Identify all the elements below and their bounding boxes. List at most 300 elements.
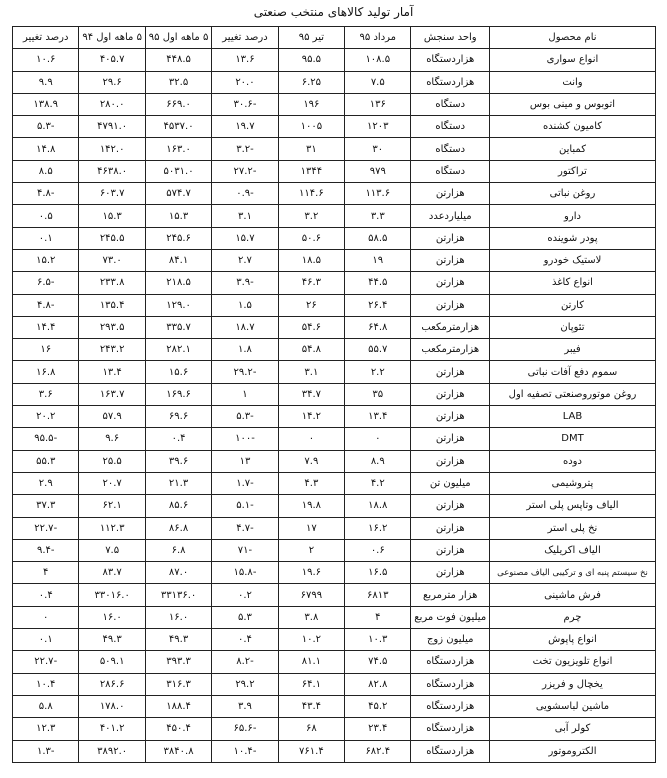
change-five-month: ۵۵.۳ — [13, 450, 79, 472]
five-month-94: ۴۷۹۱.۰ — [79, 116, 145, 138]
product-name: انواع تلویزیون تخت — [489, 651, 655, 673]
mordad-95: ۳۰ — [345, 138, 411, 160]
unit: هزارتن — [411, 249, 489, 271]
change-month: -۲۹.۲ — [212, 361, 278, 383]
change-five-month: ۳.۶ — [13, 383, 79, 405]
product-name: انواع پاپوش — [489, 629, 655, 651]
change-five-month: -۵.۳ — [13, 116, 79, 138]
header-change-5m: درصد تغییر — [13, 27, 79, 49]
five-month-94: ۱۷۸.۰ — [79, 695, 145, 717]
product-name: انواع کاغذ — [489, 272, 655, 294]
change-month: ۲.۷ — [212, 249, 278, 271]
product-name: نخ سیستم پنبه ای و ترکیبی الیاف مصنوعی — [489, 562, 655, 584]
mordad-95: ۱۳۶ — [345, 93, 411, 115]
five-month-95: ۲۱۸.۵ — [145, 272, 211, 294]
five-month-94: ۲۹.۶ — [79, 71, 145, 93]
unit: هزارتن — [411, 294, 489, 316]
table-row — [13, 718, 656, 740]
five-month-94: ۴۹.۳ — [79, 629, 145, 651]
five-month-95: ۶.۸ — [145, 539, 211, 561]
unit: دستگاه — [411, 138, 489, 160]
change-month: -۱۰۰ — [212, 428, 278, 450]
five-month-95: ۵۷۴.۷ — [145, 183, 211, 205]
five-month-95: ۴۵۳۷.۰ — [145, 116, 211, 138]
mordad-95: ۸.۹ — [345, 450, 411, 472]
change-month: -۵.۳ — [212, 406, 278, 428]
tir-95: ۱۴.۲ — [278, 406, 344, 428]
change-month: ۱۵.۷ — [212, 227, 278, 249]
change-month: -۸.۲ — [212, 651, 278, 673]
five-month-94: ۱۴۲.۰ — [79, 138, 145, 160]
mordad-95: ۱۸.۸ — [345, 495, 411, 517]
five-month-95: ۲۴۵.۶ — [145, 227, 211, 249]
five-month-94: ۹.۶ — [79, 428, 145, 450]
product-name: نخ پلی استر — [489, 517, 655, 539]
change-five-month: ۳۷.۳ — [13, 495, 79, 517]
product-name: دوده — [489, 450, 655, 472]
five-month-95: ۴۵۰.۴ — [145, 718, 211, 740]
five-month-94: ۲۹۳.۵ — [79, 316, 145, 338]
change-five-month: ۱۳۸.۹ — [13, 93, 79, 115]
mordad-95: ۶۴.۸ — [345, 316, 411, 338]
five-month-94: ۱۶.۰ — [79, 606, 145, 628]
five-month-95: ۳۸۴۰.۸ — [145, 740, 211, 762]
five-month-94: ۷۳.۰ — [79, 249, 145, 271]
table-body — [13, 49, 656, 763]
table-row — [13, 472, 656, 494]
unit: هزارتن — [411, 562, 489, 584]
mordad-95: ۳.۳ — [345, 205, 411, 227]
five-month-94: ۱۶۳.۷ — [79, 383, 145, 405]
unit: هزاردستگاه — [411, 673, 489, 695]
table-row — [13, 205, 656, 227]
five-month-94: ۳۳۰۱۶.۰ — [79, 584, 145, 606]
change-month: -۳.۲ — [212, 138, 278, 160]
table-row — [13, 160, 656, 182]
tir-95: ۹۵.۵ — [278, 49, 344, 71]
five-month-95: ۱۸۸.۴ — [145, 695, 211, 717]
header-tir-95: تیر ۹۵ — [278, 27, 344, 49]
table-row — [13, 562, 656, 584]
table-row — [13, 539, 656, 561]
table-row — [13, 116, 656, 138]
tir-95: ۴.۳ — [278, 472, 344, 494]
five-month-94: ۵۷.۹ — [79, 406, 145, 428]
tir-95: ۵۰.۶ — [278, 227, 344, 249]
table-title: آمار تولید کالاهای منتخب صنعتی — [253, 5, 414, 19]
header-product: نام محصول — [489, 27, 655, 49]
mordad-95: ۹۷۹ — [345, 160, 411, 182]
table-row — [13, 383, 656, 405]
table-row — [13, 629, 656, 651]
tir-95: ۳.۱ — [278, 361, 344, 383]
five-month-95: ۱۶.۰ — [145, 606, 211, 628]
five-month-94: ۲۴۳.۲ — [79, 339, 145, 361]
five-month-94: ۲۴۵.۵ — [79, 227, 145, 249]
change-month: ۱۳.۶ — [212, 49, 278, 71]
unit: هزار مترمربع — [411, 584, 489, 606]
five-month-95: ۱۵.۳ — [145, 205, 211, 227]
tir-95: ۶۷۹۹ — [278, 584, 344, 606]
unit: هزارتن — [411, 495, 489, 517]
five-month-95: ۶۶۹.۰ — [145, 93, 211, 115]
tir-95: ۱۰۰۵ — [278, 116, 344, 138]
change-five-month: ۱۰.۴ — [13, 673, 79, 695]
unit: هزارمترمکعب — [411, 316, 489, 338]
five-month-94: ۴۰۱.۲ — [79, 718, 145, 740]
five-month-94: ۴۰۵.۷ — [79, 49, 145, 71]
change-month: ۰.۴ — [212, 629, 278, 651]
five-month-95: ۲۸۲.۱ — [145, 339, 211, 361]
five-month-95: ۱۶۹.۶ — [145, 383, 211, 405]
product-name: فیبر — [489, 339, 655, 361]
mordad-95: ۴ — [345, 606, 411, 628]
five-month-95: ۳۳۱۳۶.۰ — [145, 584, 211, 606]
mordad-95: ۴۴.۵ — [345, 272, 411, 294]
tir-95: ۶۴.۱ — [278, 673, 344, 695]
product-name: روغن نباتی — [489, 183, 655, 205]
product-name: الیاف وتاپس پلی استر — [489, 495, 655, 517]
unit: هزارتن — [411, 272, 489, 294]
unit: دستگاه — [411, 116, 489, 138]
tir-95: ۶.۲۵ — [278, 71, 344, 93]
change-month: ۲۰.۰ — [212, 71, 278, 93]
change-five-month: ۱۰.۶ — [13, 49, 79, 71]
change-five-month: ۱۴.۸ — [13, 138, 79, 160]
five-month-95: ۸۷.۰ — [145, 562, 211, 584]
unit: میلیون فوت مربع — [411, 606, 489, 628]
change-month: ۰.۲ — [212, 584, 278, 606]
five-month-94: ۶۲.۱ — [79, 495, 145, 517]
unit: میلیاردعدد — [411, 205, 489, 227]
table-row — [13, 740, 656, 762]
change-month: ۱ — [212, 383, 278, 405]
tir-95: ۱۷ — [278, 517, 344, 539]
header-row — [13, 27, 656, 49]
five-month-94: ۴۶۳۸.۰ — [79, 160, 145, 182]
product-name: ماشین لباسشویی — [489, 695, 655, 717]
product-name: لاستیک خودرو — [489, 249, 655, 271]
five-month-94: ۲۸۰.۰ — [79, 93, 145, 115]
change-five-month: ۰.۴ — [13, 584, 79, 606]
change-month: -۱۰.۴ — [212, 740, 278, 762]
table-row — [13, 673, 656, 695]
change-five-month: -۴.۸ — [13, 183, 79, 205]
five-month-95: ۴۴۸.۵ — [145, 49, 211, 71]
five-month-95: ۳۹۳.۳ — [145, 651, 211, 673]
tir-95: ۳.۸ — [278, 606, 344, 628]
unit: هزارتن — [411, 406, 489, 428]
five-month-95: ۴۹.۳ — [145, 629, 211, 651]
table-row — [13, 249, 656, 271]
change-five-month: ۱۶.۸ — [13, 361, 79, 383]
mordad-95: ۲۳.۴ — [345, 718, 411, 740]
header-5m-94: ۵ ماهه اول ۹۴ — [79, 27, 145, 49]
product-name: LAB — [489, 406, 655, 428]
change-five-month: ۰.۵ — [13, 205, 79, 227]
five-month-95: ۸۶.۸ — [145, 517, 211, 539]
mordad-95: ۷.۵ — [345, 71, 411, 93]
change-month: ۱.۵ — [212, 294, 278, 316]
table-row — [13, 49, 656, 71]
mordad-95: ۱۳.۴ — [345, 406, 411, 428]
tir-95: ۱۹.۶ — [278, 562, 344, 584]
change-five-month: -۹۵.۵ — [13, 428, 79, 450]
change-five-month: ۰.۱ — [13, 227, 79, 249]
tir-95: ۱۹.۸ — [278, 495, 344, 517]
mordad-95: ۶۸۲.۴ — [345, 740, 411, 762]
five-month-94: ۷.۵ — [79, 539, 145, 561]
tir-95: ۱۰.۲ — [278, 629, 344, 651]
header-5m-95: ۵ ماهه اول ۹۵ — [145, 27, 211, 49]
five-month-94: ۱۱۲.۳ — [79, 517, 145, 539]
tir-95: ۳۱ — [278, 138, 344, 160]
change-five-month: -۹.۴ — [13, 539, 79, 561]
mordad-95: ۱۶.۵ — [345, 562, 411, 584]
five-month-94: ۱۳.۴ — [79, 361, 145, 383]
tir-95: ۱۸.۵ — [278, 249, 344, 271]
change-month: ۱۳ — [212, 450, 278, 472]
table-row — [13, 406, 656, 428]
product-name: کمباین — [489, 138, 655, 160]
product-name: روغن موتوروصنعتی تصفیه اول — [489, 383, 655, 405]
table-row — [13, 495, 656, 517]
table-row — [13, 272, 656, 294]
five-month-94: ۱۵.۳ — [79, 205, 145, 227]
five-month-94: ۵۰۹.۱ — [79, 651, 145, 673]
unit: هزارتن — [411, 183, 489, 205]
table-row — [13, 93, 656, 115]
change-month: ۵.۳ — [212, 606, 278, 628]
mordad-95: ۰ — [345, 428, 411, 450]
tir-95: ۴۶.۳ — [278, 272, 344, 294]
five-month-94: ۸۳.۷ — [79, 562, 145, 584]
mordad-95: ۴.۲ — [345, 472, 411, 494]
change-month: -۱.۷ — [212, 472, 278, 494]
unit: هزارتن — [411, 227, 489, 249]
mordad-95: ۱۱۳.۶ — [345, 183, 411, 205]
unit: هزارتن — [411, 517, 489, 539]
change-month: -۳۰.۶ — [212, 93, 278, 115]
five-month-95: ۶۹.۶ — [145, 406, 211, 428]
table-row — [13, 428, 656, 450]
table-row — [13, 316, 656, 338]
change-month: ۳.۹ — [212, 695, 278, 717]
five-month-95: ۸۵.۶ — [145, 495, 211, 517]
five-month-95: ۵۰۳۱.۰ — [145, 160, 211, 182]
mordad-95: ۵۸.۵ — [345, 227, 411, 249]
product-name: دارو — [489, 205, 655, 227]
production-table — [12, 26, 656, 763]
tir-95: ۵۴.۸ — [278, 339, 344, 361]
change-five-month: ۵.۸ — [13, 695, 79, 717]
unit: میلیون زوج — [411, 629, 489, 651]
mordad-95: ۵۵.۷ — [345, 339, 411, 361]
tir-95: ۲ — [278, 539, 344, 561]
change-month: -۴.۷ — [212, 517, 278, 539]
five-month-95: ۸۴.۱ — [145, 249, 211, 271]
product-name: DMT — [489, 428, 655, 450]
change-month: -۵.۱ — [212, 495, 278, 517]
table-row — [13, 227, 656, 249]
unit: هزاردستگاه — [411, 718, 489, 740]
mordad-95: ۱۰.۳ — [345, 629, 411, 651]
change-month: -۱۵.۸ — [212, 562, 278, 584]
product-name: تئوپان — [489, 316, 655, 338]
mordad-95: ۲۶.۴ — [345, 294, 411, 316]
product-name: پودر شوینده — [489, 227, 655, 249]
five-month-95: ۱۵.۶ — [145, 361, 211, 383]
change-month: ۲۹.۲ — [212, 673, 278, 695]
product-name: چرم — [489, 606, 655, 628]
product-name: فرش ماشینی — [489, 584, 655, 606]
tir-95: ۰ — [278, 428, 344, 450]
change-month: -۶۵.۶ — [212, 718, 278, 740]
unit: هزاردستگاه — [411, 651, 489, 673]
five-month-94: ۲۰.۷ — [79, 472, 145, 494]
table-row — [13, 294, 656, 316]
product-name: الیاف اکریلیک — [489, 539, 655, 561]
mordad-95: ۶۸۱۳ — [345, 584, 411, 606]
unit: هزارتن — [411, 539, 489, 561]
change-five-month: ۱۶ — [13, 339, 79, 361]
change-five-month: ۱۴.۴ — [13, 316, 79, 338]
unit: هزاردستگاه — [411, 49, 489, 71]
tir-95: ۲۶ — [278, 294, 344, 316]
five-month-95: ۳۳۵.۷ — [145, 316, 211, 338]
table-row — [13, 71, 656, 93]
tir-95: ۶۸ — [278, 718, 344, 740]
five-month-95: ۳۲.۵ — [145, 71, 211, 93]
five-month-95: ۳۱۶.۳ — [145, 673, 211, 695]
change-month: -۳.۹ — [212, 272, 278, 294]
mordad-95: ۰.۶ — [345, 539, 411, 561]
product-name: انواع سواری — [489, 49, 655, 71]
mordad-95: ۱۹ — [345, 249, 411, 271]
product-name: پتروشیمی — [489, 472, 655, 494]
unit: هزارتن — [411, 383, 489, 405]
change-five-month: ۱۵.۲ — [13, 249, 79, 271]
change-five-month: -۲۲.۷ — [13, 517, 79, 539]
header-unit: واحد سنجش — [411, 27, 489, 49]
change-five-month: ۰.۱ — [13, 629, 79, 651]
five-month-94: ۲۳۳.۸ — [79, 272, 145, 294]
table-row — [13, 450, 656, 472]
five-month-95: ۱۲۹.۰ — [145, 294, 211, 316]
tir-95: ۱۱۴.۶ — [278, 183, 344, 205]
header-mordad-95: مرداد ۹۵ — [345, 27, 411, 49]
mordad-95: ۸۲.۸ — [345, 673, 411, 695]
unit: میلیون تن — [411, 472, 489, 494]
five-month-94: ۳۸۹۲.۰ — [79, 740, 145, 762]
tir-95: ۸۱.۱ — [278, 651, 344, 673]
product-name: الکتروموتور — [489, 740, 655, 762]
change-month: ۱۸.۷ — [212, 316, 278, 338]
table-row — [13, 584, 656, 606]
change-five-month: ۰ — [13, 606, 79, 628]
table-row — [13, 695, 656, 717]
change-month: -۷۱ — [212, 539, 278, 561]
table-row — [13, 138, 656, 160]
product-name: اتوبوس و مینی بوس — [489, 93, 655, 115]
five-month-94: ۱۳۵.۴ — [79, 294, 145, 316]
unit: هزارتن — [411, 361, 489, 383]
mordad-95: ۱۲۰۳ — [345, 116, 411, 138]
table-row — [13, 361, 656, 383]
change-five-month: ۴ — [13, 562, 79, 584]
unit: هزارتن — [411, 450, 489, 472]
unit: هزاردستگاه — [411, 740, 489, 762]
change-five-month: ۸.۵ — [13, 160, 79, 182]
change-five-month: ۱۲.۳ — [13, 718, 79, 740]
mordad-95: ۳۵ — [345, 383, 411, 405]
table-row — [13, 651, 656, 673]
change-five-month: -۲۲.۷ — [13, 651, 79, 673]
product-name: کولر آبی — [489, 718, 655, 740]
unit: دستگاه — [411, 160, 489, 182]
tir-95: ۷.۹ — [278, 450, 344, 472]
product-name: یخچال و فریزر — [489, 673, 655, 695]
product-name: تراکتور — [489, 160, 655, 182]
unit: هزاردستگاه — [411, 71, 489, 93]
unit: هزارتن — [411, 428, 489, 450]
five-month-95: ۰.۴ — [145, 428, 211, 450]
change-month: -۲۷.۲ — [212, 160, 278, 182]
change-month: ۱۹.۷ — [212, 116, 278, 138]
mordad-95: ۱۰۸.۵ — [345, 49, 411, 71]
product-name: سموم دفع آفات نباتی — [489, 361, 655, 383]
tir-95: ۳.۲ — [278, 205, 344, 227]
change-five-month: ۲۰.۲ — [13, 406, 79, 428]
change-month: -۰.۹ — [212, 183, 278, 205]
five-month-95: ۳۹.۶ — [145, 450, 211, 472]
five-month-95: ۱۶۳.۰ — [145, 138, 211, 160]
change-five-month: ۹.۹ — [13, 71, 79, 93]
five-month-94: ۲۵.۵ — [79, 450, 145, 472]
unit: هزارمترمکعب — [411, 339, 489, 361]
mordad-95: ۷۴.۵ — [345, 651, 411, 673]
mordad-95: ۴۵.۲ — [345, 695, 411, 717]
five-month-94: ۲۸۶.۶ — [79, 673, 145, 695]
change-five-month: ۲.۹ — [13, 472, 79, 494]
five-month-94: ۶۰۳.۷ — [79, 183, 145, 205]
change-month: ۳.۱ — [212, 205, 278, 227]
product-name: وانت — [489, 71, 655, 93]
change-month: ۱.۸ — [212, 339, 278, 361]
tir-95: ۱۹۶ — [278, 93, 344, 115]
unit: هزاردستگاه — [411, 695, 489, 717]
mordad-95: ۱۶.۲ — [345, 517, 411, 539]
product-name: کارتن — [489, 294, 655, 316]
five-month-95: ۲۱.۳ — [145, 472, 211, 494]
tir-95: ۳۴.۷ — [278, 383, 344, 405]
table-row — [13, 183, 656, 205]
tir-95: ۷۶۱.۴ — [278, 740, 344, 762]
product-name: کامیون کشنده — [489, 116, 655, 138]
tir-95: ۴۳.۴ — [278, 695, 344, 717]
change-five-month: -۶.۵ — [13, 272, 79, 294]
header-change-month: درصد تغییر — [212, 27, 278, 49]
unit: دستگاه — [411, 93, 489, 115]
table-row — [13, 606, 656, 628]
table-row — [13, 339, 656, 361]
table-row — [13, 517, 656, 539]
change-five-month: -۴.۸ — [13, 294, 79, 316]
tir-95: ۵۴.۶ — [278, 316, 344, 338]
mordad-95: ۲.۲ — [345, 361, 411, 383]
change-five-month: -۱.۳ — [13, 740, 79, 762]
tir-95: ۱۳۴۴ — [278, 160, 344, 182]
